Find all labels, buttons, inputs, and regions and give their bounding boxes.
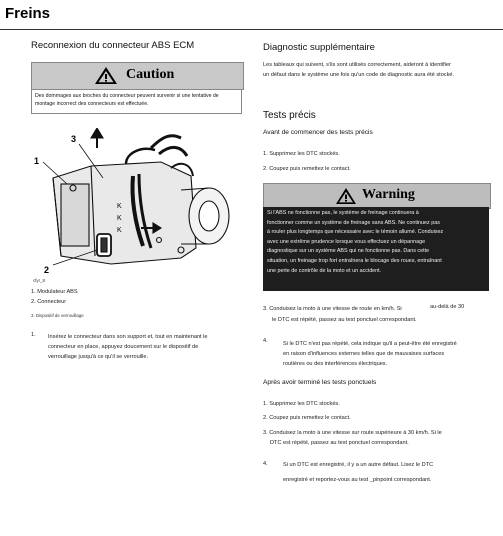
callout-1: 1 <box>34 156 40 166</box>
before-step: 2. Coupez puis remettez le contact. <box>263 166 351 172</box>
callout-2: 2 <box>44 265 50 275</box>
test-step-3-line: le DTC est répété, passez au test ponctuel correspondant. <box>272 317 417 323</box>
test-step-4-line: routières ou des interférences électriques. <box>283 361 388 367</box>
step-line: Insérez le connecteur dans son support et, tout en maintenant le <box>48 334 208 340</box>
legend-item: 2. Connecteur <box>31 299 67 305</box>
warning-banner <box>263 183 491 209</box>
warning-line: diagnostique sur un système ABS qui ne fonctionne pas. Dans cette <box>267 248 430 255</box>
section-title-diagnostic: Diagnostic supplémentaire <box>263 42 375 53</box>
figure-letter-k: K <box>117 215 122 222</box>
figure-letter-k: K <box>117 227 122 234</box>
after-step-4-line: enregistré et reportez-vous au test _pinpoint correspondant. <box>283 477 432 483</box>
abs-modulator-figure <box>31 128 246 283</box>
test-step-3: 3. Conduisez la moto à une vitesse de route en km/h. Si <box>263 306 402 312</box>
warning-line: avec une extrême prudence lorsque vous effectuez un dépannage <box>267 238 426 245</box>
before-step: 1. Supprimez les DTC stockés. <box>263 151 340 157</box>
step-line: connecteur en place, appuyez doucement sur le dispositif de <box>48 344 199 350</box>
section-title-tests: Tests précis <box>263 110 316 121</box>
caution-triangle-icon <box>94 66 118 85</box>
subsection-before-tests: Avant de commencer des tests précis <box>263 129 373 136</box>
header-divider <box>0 29 503 30</box>
diagnostic-line: un défaut dans le système une fois qu'un code de diagnostic aura été stocké. <box>263 72 455 78</box>
warning-line: à rouler plus longtemps que nécessaire avec le témoin allumé. Conduisez <box>267 229 444 236</box>
test-step-3-speed: au-delà de 30 <box>430 304 465 310</box>
section-title-reconnect: Reconnexion du connecteur ABS ECM <box>31 40 195 51</box>
page-title: Freins <box>5 5 51 22</box>
subsection-after-tests: Après avoir terminé les tests ponctuels <box>263 379 377 386</box>
caution-banner <box>31 62 244 90</box>
after-step: DTC est répété, passez au test ponctuel correspondant. <box>270 440 409 446</box>
after-step: 1. Supprimez les DTC stockés. <box>263 401 340 407</box>
legend-item: 1. Modulateur ABS <box>31 289 78 295</box>
test-step-number: 4. <box>263 338 268 344</box>
caution-label: Caution <box>126 67 175 82</box>
step-number: 1. <box>31 332 36 338</box>
after-step: 3. Conduisez la moto à une vitesse sur route supérieure à 30 km/h. Si le <box>263 430 442 436</box>
warning-line: fonctionner comme un système de freinage sans ABS. Ne continuez pas <box>267 219 440 226</box>
warning-line: Si l'ABS ne fonctionne pas, le système de freinage continuera à <box>267 210 419 216</box>
step-line: verrouillage jusqu'à ce qu'il se verrouille. <box>48 354 149 360</box>
callout-3: 3 <box>71 134 77 144</box>
figure-letter-k: K <box>117 203 122 210</box>
after-step-4-line: Si un DTC est enregistré, il y a un autre défaut. Lisez le DTC <box>283 462 434 468</box>
warning-label: Warning <box>362 187 415 202</box>
warning-triangle-icon <box>335 187 357 205</box>
test-step-4-line: Si le DTC n'est pas répété, cela indique qu'il a peut-être été enregistré <box>283 341 457 347</box>
after-step-number: 4. <box>263 461 268 467</box>
warning-line: situation, un freinage trop fort entraînera le blocage des roues, entraînant <box>267 257 442 264</box>
caution-text: Des dommages aux broches du connecteur peuvent survenir si une tentative de montage incorrect des connecteurs est effectuée. <box>31 89 242 114</box>
test-step-4-line: en raison d'influences externes telles que de mauvaises surfaces <box>283 351 445 357</box>
after-step: 2. Coupez puis remettez le contact. <box>263 415 351 421</box>
diagnostic-line: Les tableaux qui suivent, s'ils sont utilisés correctement, aideront à identifier <box>263 62 451 68</box>
figure-reference: cfyr_8 <box>33 278 45 283</box>
legend-item: 3. Dispositif de verrouillage <box>31 313 84 318</box>
warning-text-box <box>263 207 489 291</box>
warning-line: une perte de contrôle de la moto et un accident. <box>267 267 382 274</box>
